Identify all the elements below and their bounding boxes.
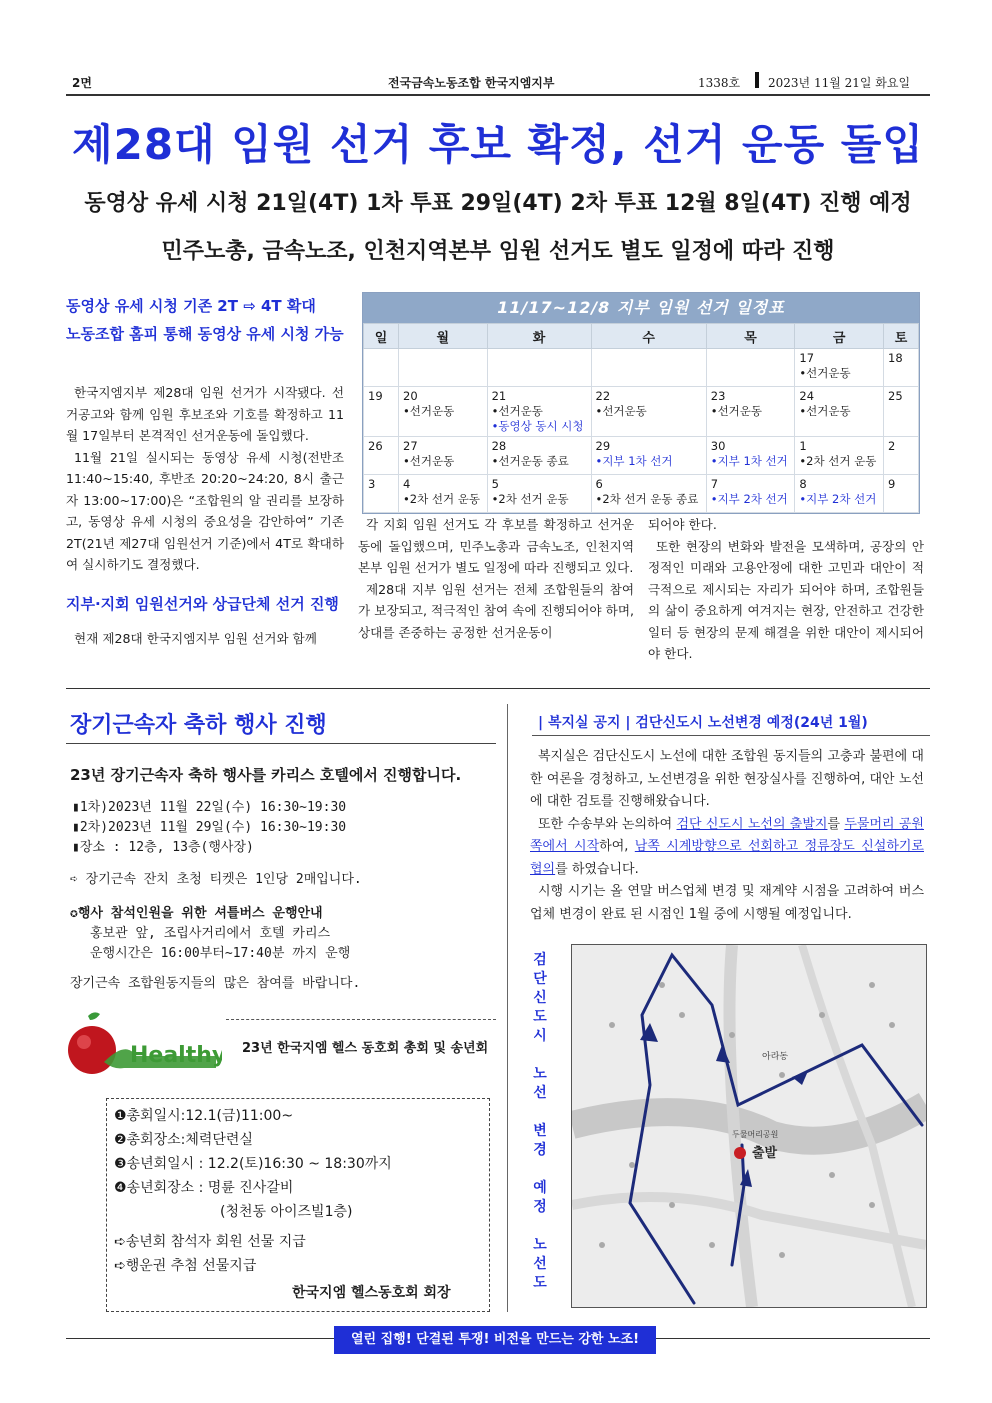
schedule-cell (884, 387, 919, 437)
section-heading: 지부·지회 임원선거와 상급단체 선거 진행 (66, 594, 339, 613)
schedule-week-row (364, 437, 919, 475)
route-map (571, 944, 927, 1308)
cell-event: •지부 2차 선거 (799, 492, 877, 506)
schedule-cell (364, 349, 399, 387)
section-heading: 동영상 유세 시청 기존 2T ⇨ 4T 확대 (66, 297, 316, 315)
schedule-week-row (364, 349, 919, 387)
cell-date: 18 (888, 351, 903, 365)
schedule-cell (399, 349, 488, 387)
ticket-note: ➪ 장기근속 잔치 초청 티켓은 1인당 2매입니다. (70, 872, 362, 887)
schedule-cell (399, 387, 488, 437)
event-line: ▮장소 : 12층, 13층(행사장) (72, 840, 254, 855)
cell-event: •동영상 동시 시청 (491, 419, 584, 433)
cell-event: •선거운동 종료 (491, 454, 569, 468)
cell-event: •선거운동 (710, 404, 762, 418)
dotted-divider (226, 1019, 496, 1020)
column-divider (507, 704, 508, 1312)
health-club-signature: 한국지엠 헬스동호회 회장 (292, 1285, 451, 1301)
schedule-cell (591, 349, 706, 387)
cell-date: 20 (403, 389, 418, 403)
cell-event: •선거운동 (595, 404, 647, 418)
cell-event: •지부 1차 선거 (710, 454, 788, 468)
publisher-name: 전국금속노동조합 한국지엠지부 (388, 76, 555, 90)
issue-date: 2023년 11월 21일 화요일 (768, 76, 911, 90)
schedule-cell (884, 475, 919, 513)
weekday-header: 토 (884, 324, 919, 349)
caption-char: 신 (533, 990, 547, 1006)
cell-event: •2차 선거 운동 (491, 492, 569, 506)
subheadline-1: 동영상 유세 시청 21일(4T) 1차 투표 29일(4T) 2차 투표 12월 8일(4T) 진행 예정 (84, 191, 912, 216)
paragraph: 또한 수송부와 논의하여 검단 신도시 노선의 출발지를 두물머리 공원 쪽에서 시작하여, 남쪽 시계방향으로 선회하고 정류장도 신설하기로 협의를 하였습니다. (530, 816, 924, 877)
weekday-header: 목 (706, 324, 795, 349)
cell-date: 24 (799, 389, 815, 403)
caption-char: 도 (533, 1275, 547, 1291)
weekday-header: 수 (591, 324, 706, 349)
section-divider (66, 688, 930, 689)
cell-date: 25 (888, 389, 903, 403)
cell-date: 3 (368, 477, 376, 491)
cell-event: •지부 1차 선거 (595, 454, 673, 468)
park-label: 두물머리공원 (732, 1130, 779, 1139)
schedule-cell (364, 475, 399, 513)
election-schedule-table (362, 292, 920, 514)
cell-date: 30 (710, 439, 726, 453)
weekday-header: 화 (487, 324, 591, 349)
paragraph: 제28대 지부 임원 선거는 전체 조합원들의 참여가 보장되고, 적극적인 참여 속에 진행되어야 하며, 상대를 존중하는 공정한 선거운동이 (358, 581, 634, 640)
caption-char: 경 (533, 1142, 547, 1158)
paragraph: 복지실은 검단신도시 노선에 대한 조합원 동지들의 고충과 불편에 대한 여론을 경청하고, 노선변경을 위한 현장실사를 진행하여, 대안 노선에 대한 검토를 진행해왔습니다. (530, 749, 924, 809)
caption-char: 도 (533, 1009, 547, 1025)
health-club-title: 23년 한국지엠 헬스 동호회 총회 및 송년회 (242, 1041, 489, 1056)
notice-body (530, 746, 924, 926)
cell-date: 1 (799, 439, 807, 453)
event-title: 장기근속자 축하 행사 진행 (70, 713, 327, 738)
schedule-week-row (364, 475, 919, 513)
cell-date: 26 (368, 439, 383, 453)
cell-date: 5 (491, 477, 499, 491)
cell-date: 4 (403, 477, 411, 491)
cell-date: 8 (799, 477, 807, 491)
district-label: 아라동 (762, 1052, 789, 1062)
cell-date: 7 (710, 477, 719, 491)
event-closing: 장기근속 조합원동지들의 많은 참여를 바랍니다. (70, 976, 361, 991)
caption-char: 단 (533, 971, 547, 987)
schedule-title: 11/17~12/8 지부 임원 선거 일정표 (363, 293, 919, 323)
schedule-cell (591, 475, 706, 513)
cell-event: •선거운동 (403, 404, 455, 418)
article-mid-column (358, 514, 634, 643)
vertical-map-caption (528, 950, 552, 1292)
paragraph: 시행 시기는 올 연말 버스업체 변경 및 재계약 시점을 고려하여 버스업체 변경이 완료 된 시점인 1월 중에 시행될 예정입니다. (530, 884, 924, 922)
schedule-cell (364, 437, 399, 475)
shuttle-line: 운행시간은 16:00부터~17:40분 까지 운행 (90, 946, 351, 961)
caption-char: 정 (533, 1199, 547, 1215)
cell-date: 28 (491, 439, 507, 453)
cell-event: •지부 2차 선거 (710, 492, 788, 506)
detail-line: ❸송년회일시 : 12.2(토)16:30 ~ 18:30까지 (114, 1156, 392, 1172)
event-subtitle: 23년 장기근속자 축하 행사를 카리스 호텔에서 진행합니다. (70, 766, 462, 784)
schedule-cell (364, 387, 399, 437)
paragraph: 되어야 한다. (648, 517, 717, 532)
schedule-cell (591, 387, 706, 437)
detail-line: (청천동 아이즈빌1층) (220, 1204, 353, 1220)
schedule-cell (487, 387, 591, 437)
notice-title: | 복지실 공지 | 검단신도시 노선변경 예정(24년 1월) (538, 715, 868, 731)
weekday-header: 금 (795, 324, 884, 349)
cell-date: 23 (710, 389, 726, 403)
event-line: ▮2차)2023년 11월 29일(수) 16:30~19:30 (72, 820, 347, 835)
subheadline-2: 민주노총, 금속노조, 인천지역본부 임원 선거도 별도 일정에 따라 진행 (161, 239, 835, 264)
cell-date: 29 (595, 439, 611, 453)
start-point-label: 출발 (752, 1146, 778, 1161)
schedule-cell (399, 437, 488, 475)
detail-line: ❹송년회장소 : 명륜 진사갈비 (114, 1180, 294, 1196)
caption-char: 노 (533, 1066, 547, 1082)
schedule-cell (706, 349, 795, 387)
cell-date: 17 (799, 351, 815, 365)
paragraph: 11월 21일 실시되는 동영상 유세 시청(전반조 11:40~15:40, 후반조 20:20~24:20, 8시 출근자 13:00~17:00)은 “조합원의 알 권리를 보장하고, 동영상 유세 시청의 중요성을 감안하여” 기존 2T(21년 제27대 임원선거 기준)에서 4T로 확대하여 실시하기도 결정했다. (66, 449, 344, 572)
notice-rule (532, 735, 930, 736)
page-number: 2면 (72, 76, 92, 90)
schedule-cell (795, 349, 884, 387)
caption-char: 선 (533, 1085, 547, 1101)
healthy-apple-logo (66, 1010, 222, 1080)
caption-char: 시 (533, 1028, 547, 1044)
detail-line: ❷총회장소:체력단련실 (114, 1132, 253, 1148)
schedule-cell (884, 349, 919, 387)
schedule-cell (591, 437, 706, 475)
paragraph: 한국지엠지부 제28대 임원 선거가 시작됐다. 선거공고와 함께 임원 후보조와 기호를 확정하고 11월 17일부터 본격적인 선거운동에 돌입했다. (66, 385, 344, 443)
caption-char: 변 (533, 1123, 547, 1139)
cell-event: •선거운동 (799, 404, 851, 418)
schedule-week-row (364, 387, 919, 437)
health-club-details (114, 1104, 392, 1278)
cell-event: •선거운동 (403, 454, 455, 468)
event-schedule (72, 798, 346, 858)
cell-event: •2차 선거 운동 (799, 454, 877, 468)
header-divider (755, 72, 759, 88)
schedule-cell (487, 475, 591, 513)
schedule-cell (487, 349, 591, 387)
main-headline: 제28대 임원 선거 후보 확정, 선거 운동 돌입 (72, 120, 924, 169)
weekday-header: 일 (364, 324, 399, 349)
cell-date: 6 (595, 477, 603, 491)
shuttle-line: 홍보관 앞, 조립사거리에서 호텔 카리스 (90, 926, 331, 941)
schedule-cell (795, 437, 884, 475)
header-rule (66, 94, 930, 96)
cell-date: 2 (888, 439, 896, 453)
detail-line: ➪행운권 추첨 선물지급 (114, 1258, 257, 1274)
caption-char (528, 1102, 552, 1121)
cell-date: 9 (888, 477, 896, 491)
shuttle-heading: ✪행사 참석인원을 위한 셔틀버스 운행안내 (70, 906, 323, 921)
logo-wordmark: Healthy (130, 1043, 222, 1068)
detail-line: ➪송년회 참석자 회원 선물 지급 (114, 1234, 306, 1250)
issue-number: 1338호 (698, 76, 741, 90)
paragraph: 각 지회 임원 선거도 각 후보를 확정하고 선거운동에 돌입했으며, 민주노총과 금속노조, 인천지역본부 임원 선거가 별도 일정에 따라 진행되고 있다. (358, 517, 634, 575)
schedule-cell (795, 387, 884, 437)
event-line: ▮1차)2023년 11월 22일(수) 16:30~19:30 (72, 800, 347, 815)
cell-event: •선거운동 (491, 404, 543, 418)
cell-event: •2차 선거 운동 (403, 492, 480, 506)
cell-event: •선거운동 (799, 366, 851, 380)
event-title-rule (66, 743, 496, 744)
cell-date: 27 (403, 439, 418, 453)
caption-char: 노 (533, 1237, 547, 1253)
caption-char (528, 1159, 552, 1178)
schedule-cell (706, 387, 795, 437)
weekday-header: 월 (399, 324, 488, 349)
cell-date: 21 (491, 389, 507, 403)
caption-char: 검 (533, 952, 547, 968)
schedule-cell (884, 437, 919, 475)
article-right-column (648, 514, 924, 665)
article-left-column (66, 292, 344, 649)
cell-event: •2차 선거 운동 종료 (595, 492, 699, 506)
caption-char: 선 (533, 1256, 547, 1272)
footer-slogan: 열린 집행! 단결된 투쟁! 비전을 만드는 강한 노조! (334, 1326, 656, 1354)
caption-char (528, 1045, 552, 1064)
detail-line: ❶총회일시:12.1(금)11:00~ (114, 1108, 294, 1124)
cell-date: 19 (368, 389, 383, 403)
schedule-cell (399, 475, 488, 513)
section-heading: 노동조합 홈피 통해 동영상 유세 시청 가능 (66, 325, 344, 343)
schedule-cell (706, 437, 795, 475)
paragraph: 현재 제28대 한국지엠지부 임원 선거와 함께 (74, 630, 317, 646)
schedule-cell (487, 437, 591, 475)
schedule-cell (706, 475, 795, 513)
caption-char (528, 1216, 552, 1235)
paragraph: 또한 현장의 변화와 발전을 모색하며, 공장의 안정적인 미래와 고용안정에 대한 고민과 대안이 적극적으로 제시되는 자리가 되어야 하며, 조합원들의 삶이 중요하게 여겨지는 현장, 안전하고 건강한 일터 등 현장의 문제 해결을 위한 대안이 제시되어야 한다. (648, 538, 924, 661)
shuttle-info (70, 904, 350, 964)
schedule-cell (795, 475, 884, 513)
caption-char: 예 (533, 1180, 547, 1196)
cell-date: 22 (595, 389, 611, 403)
